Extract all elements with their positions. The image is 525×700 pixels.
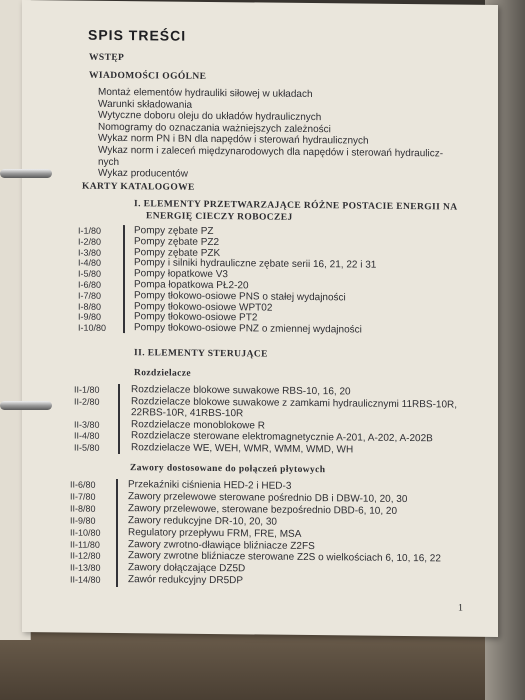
intro-heading: WSTĘP [89, 52, 125, 64]
entry-text: Rozdzielacze WE, WEH, WMR, WMM, WMD, WH [131, 441, 354, 455]
entry-text: Wykaz norm i zaleceń międzynarodowych dla napędów i sterowań hydraulicz- [98, 144, 444, 160]
entry-code: II-12/80 [70, 550, 101, 562]
entry-text: Rozdzielacze blokowe suwakowe z zamkami hydraulicznymi 11RBS-10R, [131, 395, 458, 411]
entry-text: Pompy tłokowo-osiowe PNS o stałej wydajności [134, 289, 346, 304]
entry-code: I-5/80 [78, 268, 102, 280]
entry-code: I-3/80 [78, 247, 102, 258]
general-heading: WIADOMOŚCI OGÓLNE [89, 70, 207, 82]
binder-ring-lower [0, 401, 52, 410]
entry-text: Pompy i silniki hydrauliczne zębate serii 16, 21, 22 i 31 [134, 257, 377, 272]
entry-code: I-10/80 [78, 322, 107, 334]
entry-text: Regulatory przepływu FRM, FRE, MSA [128, 526, 302, 540]
entry-code: I-2/80 [78, 236, 102, 247]
entry-code: II-13/80 [70, 562, 101, 574]
entry-text: Zawór redukcyjny DR5DP [128, 574, 244, 587]
entry-text: Zawory redukcyjne DR-10, 20, 30 [128, 514, 277, 528]
entry-text: Rozdzielacze monoblokowe R [131, 418, 265, 432]
entry-text: 22RBS-10R, 41RBS-10R [131, 407, 244, 420]
entry-code: II-11/80 [70, 539, 100, 550]
entry-text: Rozdzielacze sterowane elektromagnetycznie A-201, A-202, A-202B [131, 430, 433, 445]
entry-text: Montaż elementów hydrauliki siłowej w układach [98, 86, 313, 101]
page-title: SPIS TREŚCI [88, 26, 187, 44]
entry-code: II-6/80 [70, 479, 96, 490]
entry-code: I-9/80 [78, 311, 102, 323]
entry-text: Zawory dołączające DZ5D [128, 562, 246, 575]
entry-code: I-8/80 [78, 301, 102, 312]
binder-ring-upper [0, 169, 52, 178]
entry-code: I-1/80 [78, 225, 102, 236]
entry-text: Zawory zwrotno-dławiące bliźniacze Z2FS [128, 538, 315, 552]
entry-text: Zawory przelewowe, sterowane bezpośrednio DBD-6, 10, 20 [128, 502, 398, 517]
section1-bar [123, 225, 125, 333]
entry-code: I-4/80 [78, 257, 102, 269]
catalog-heading: KARTY KATALOGOWE [82, 181, 195, 193]
document-page [22, 0, 498, 637]
entry-text: Wykaz norm PN i BN dla napędów i sterowań hydraulicznych [98, 133, 369, 148]
section1-title-line2: ENERGIĘ CIECZY ROBOCZEJ [146, 211, 293, 223]
entry-code: II-14/80 [70, 574, 101, 586]
entry-code: II-9/80 [70, 515, 96, 526]
entry-code: II-5/80 [74, 442, 100, 453]
entry-code: II-10/80 [70, 527, 101, 538]
entry-code: II-3/80 [74, 419, 100, 430]
entry-text: Pompy zębate PZ [134, 225, 214, 238]
entry-text: Rozdzielacze blokowe suwakowe RBS-10, 16, 20 [131, 384, 351, 398]
entry-text: Pompy zębate PZK [134, 246, 221, 259]
entry-code: I-7/80 [78, 290, 102, 301]
section2-bar1 [118, 384, 120, 454]
floor-background [0, 630, 525, 700]
entry-code: II-7/80 [70, 491, 96, 502]
entry-text: Wytyczne doboru oleju do układów hydraulicznych [98, 109, 322, 124]
entry-text: Przekaźniki ciśnienia HED-2 i HED-3 [128, 479, 292, 492]
entry-text: Pompy zębate PZ2 [134, 235, 220, 248]
section2-bar2 [116, 479, 118, 587]
section2-sub1: Rozdzielacze [134, 368, 192, 379]
entry-text: Pompa łopatkowa PŁ2-20 [134, 279, 249, 292]
entry-code: II-4/80 [74, 430, 100, 441]
entry-code: II-8/80 [70, 503, 96, 514]
entry-text: Pompy łopatkowe V3 [134, 268, 228, 281]
entry-code: II-1/80 [74, 384, 100, 395]
entry-text: Pompy tłokowo-osiowe PNZ o zmiennej wydajności [134, 322, 362, 336]
entry-text: Zawory przelewowe sterowane pośrednio DB i DBW-10, 20, 30 [128, 491, 408, 505]
section2-title: II. ELEMENTY STERUJĄCE [134, 348, 268, 360]
page-number: 1 [458, 602, 463, 614]
section1-title-line1: I. ELEMENTY PRZETWARZAJĄCE RÓŻNE POSTACIE ENERGII NA [134, 199, 458, 213]
entry-text: Nomogramy do oznaczania ważniejszych zależności [98, 121, 331, 136]
entry-text: Pompy tłokowo-osiowe PT2 [134, 311, 258, 324]
entry-text: Warunki składowania [98, 98, 193, 111]
entry-text: Wykaz producentów [98, 167, 188, 180]
entry-code: II-2/80 [74, 396, 100, 407]
entry-text: nych [98, 156, 120, 168]
entry-text: Zawory zwrotne bliźniacze sterowane Z2S o wielkościach 6, 10, 16, 22 [128, 550, 441, 565]
section2-sub2: Zawory dostosowane do połączeń płytowych [130, 463, 326, 476]
entry-text: Pompy tłokowo-osiowe WPT02 [134, 300, 273, 314]
entry-code: I-6/80 [78, 279, 102, 290]
